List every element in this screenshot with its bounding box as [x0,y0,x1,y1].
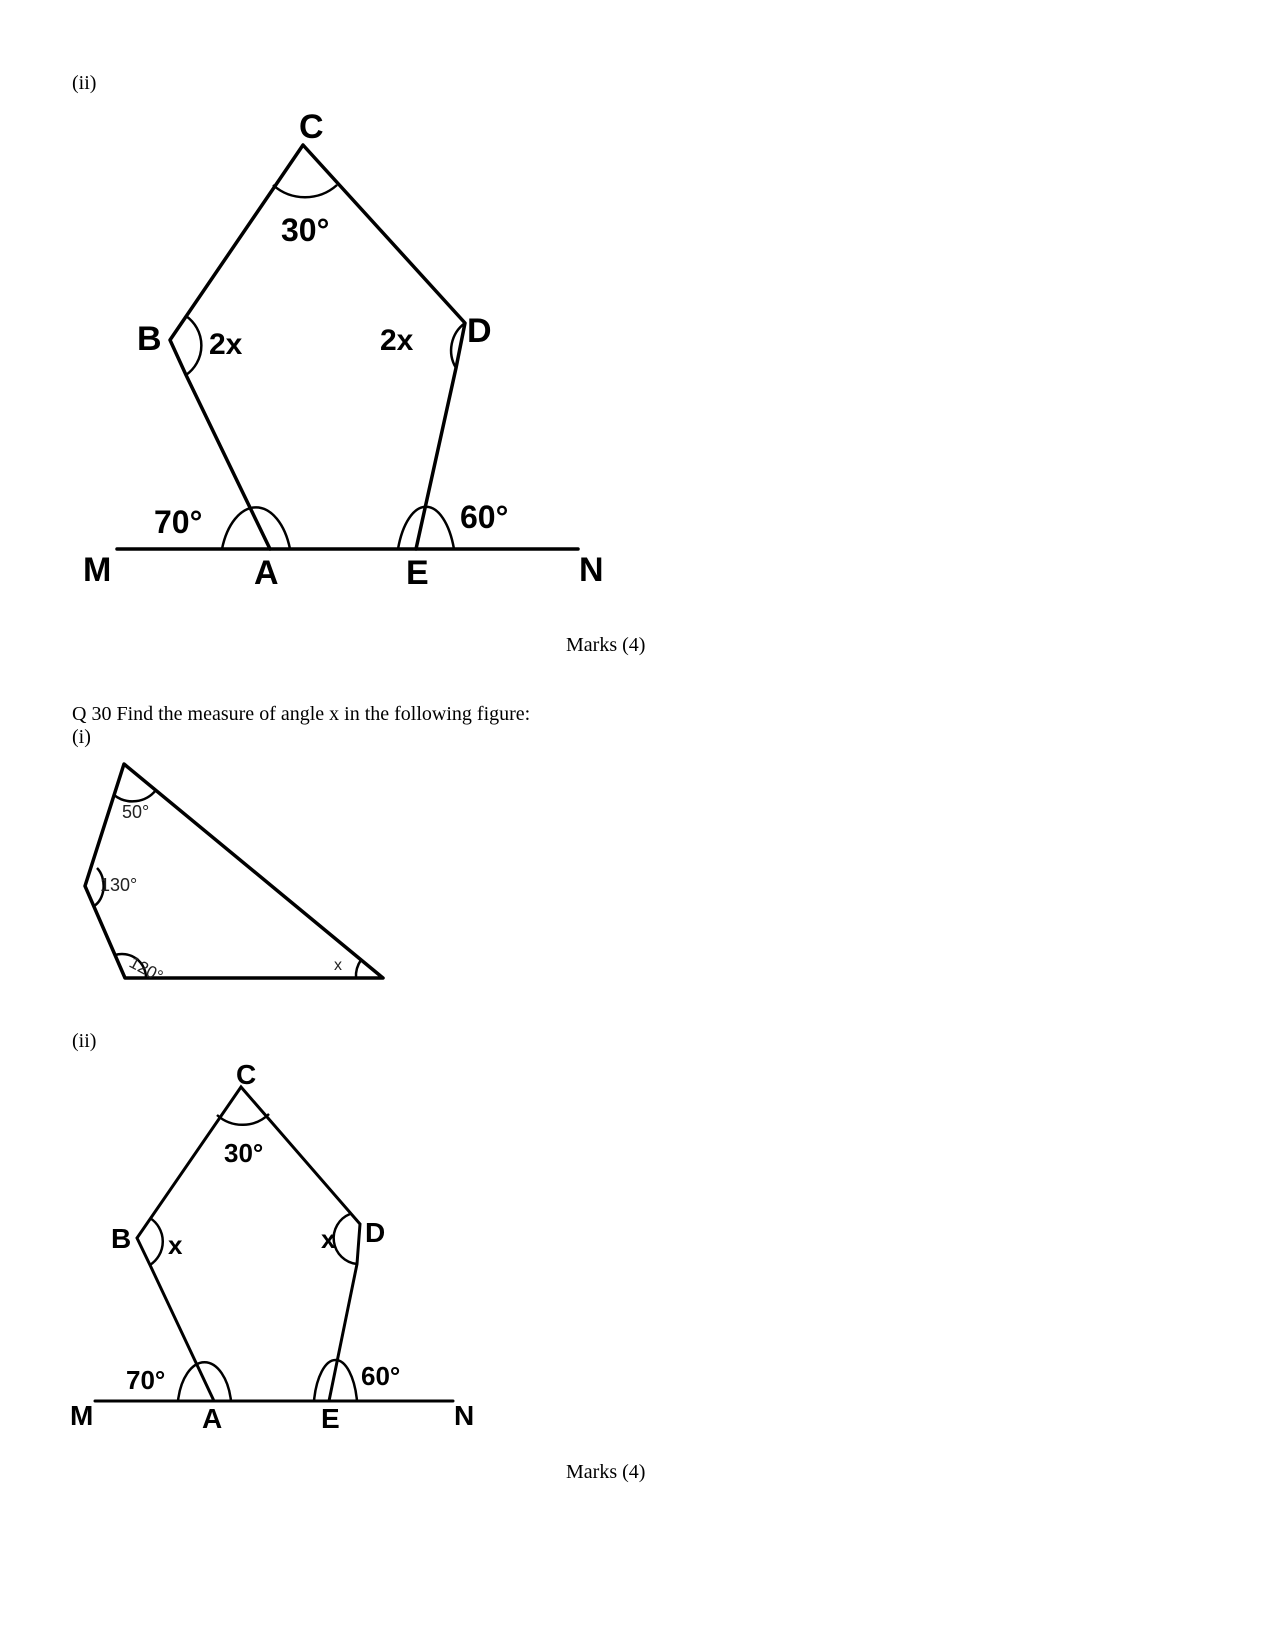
pentagon-figure-bottom [0,0,520,1440]
angle-arc-d-bottom [334,1214,357,1264]
vertex-d-label: D [467,312,492,350]
vertex-b-label-bottom: B [111,1223,132,1254]
angle-e-label: 60° [460,499,509,535]
angle-e-label-bottom: 60° [361,1361,401,1391]
marks-label-top: Marks (4) [566,634,646,656]
angle-a-label: 70° [154,504,203,540]
angle-left-label: 130° [100,875,138,895]
vertex-m-label-bottom: M [70,1400,94,1431]
part-ii-top-label: (ii) [72,72,97,94]
vertex-c-label: C [299,108,324,146]
vertex-e-label: E [406,554,429,592]
angle-d-label: 2x [380,324,414,357]
vertex-n-label-bottom: N [454,1400,475,1431]
vertex-m-label: M [83,551,112,589]
angle-a-label-bottom: 70° [126,1365,166,1395]
angle-c-label-bottom: 30° [224,1138,264,1168]
angle-top-label: 50° [122,802,150,822]
marks-label-bottom: Marks (4) [566,1461,646,1483]
angle-b-label-bottom: x [168,1230,183,1260]
angle-arc-c-bottom [217,1114,269,1125]
angle-arc-b-bottom [150,1218,163,1265]
vertex-d-label-bottom: D [365,1217,386,1248]
angle-c-label: 30° [281,212,330,248]
angle-d-label-bottom: x [321,1224,336,1254]
angle-b-label: 2x [209,328,243,361]
angle-bottom-left-label: 120° [126,952,167,987]
vertex-n-label: N [579,551,604,589]
part-i-label: (i) [72,726,91,748]
vertex-e-label-bottom: E [321,1403,340,1434]
angle-x-label: x [334,957,342,974]
vertex-a-label-bottom: A [202,1403,223,1434]
vertex-c-label-bottom: C [236,1059,257,1090]
vertex-b-label: B [137,320,162,358]
part-ii-bottom-label: (ii) [72,1030,97,1052]
vertex-a-label: A [254,554,279,592]
question-30-text: Q 30 Find the measure of angle x in the following figure: [72,703,531,725]
